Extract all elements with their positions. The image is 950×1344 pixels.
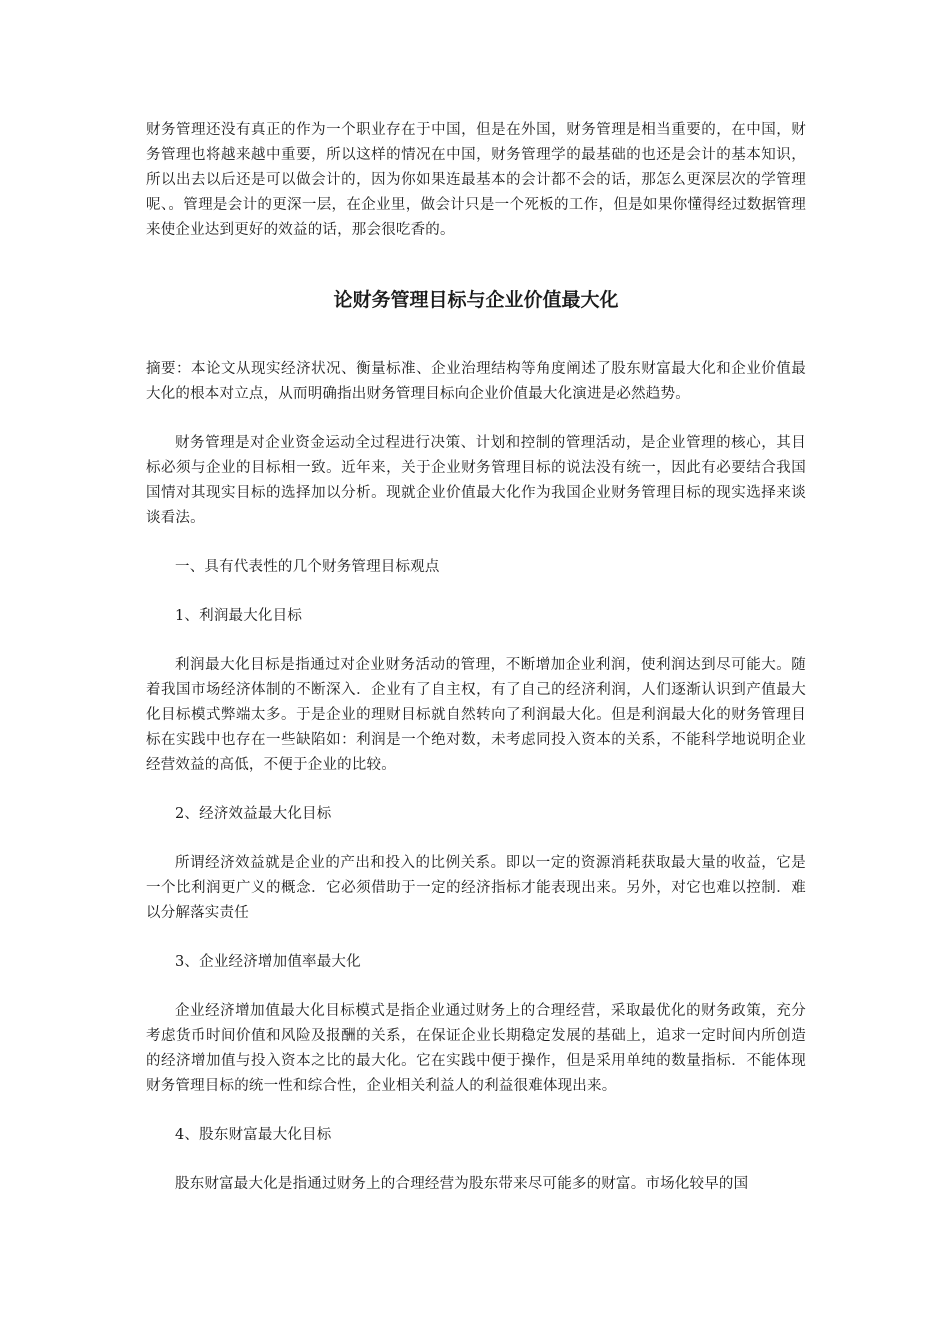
article-title: 论财务管理目标与企业价值最大化 (333, 289, 619, 311)
body-paragraph: 所谓经济效益就是企业的产出和投入的比例关系。即以一定的资源消耗获取最大量的收益，它是一个比利润更广义的概念．它必须借助于一定的经济指标才能表现出来。另外，对它也难以控制．难以分解落实责任 (146, 855, 806, 921)
subsection-heading: 1、利润最大化目标 (175, 608, 303, 624)
subsection-heading: 3、企业经济增加值率最大化 (175, 954, 361, 970)
body-paragraph: 企业经济增加值最大化目标模式是指企业通过财务上的合理经营，采取最优化的财务政策，充分考虑货币时间价值和风险及报酬的关系，在保证企业长期稳定发展的基础上，追求一定时间内所创造的经济增加值与投入资本之比的最大化。它在实践中便于操作，但是采用单纯的数量指标．不能体现财务管理目标的统一性和综合性，企业相关利益人的利益很难体现出来。 (146, 1003, 806, 1094)
subsection-heading: 2、经济效益最大化目标 (175, 806, 332, 822)
section-heading: 一、具有代表性的几个财务管理目标观点 (175, 559, 440, 575)
body-paragraph: 利润最大化目标是指通过对企业财务活动的管理，不断增加企业利润，使利润达到尽可能大。随着我国市场经济体制的不断深入．企业有了自主权，有了自己的经济利润，人们逐渐认识到产值最大化目标模式弊端太多。于是企业的理财目标就自然转向了利润最大化。但是利润最大化的财务管理目标在实践中也存在一些缺陷如：利润是一个绝对数，未考虑同投入资本的关系，不能科学地说明企业经营效益的高低，不便于企业的比较。 (146, 657, 806, 773)
document-page (146, 118, 806, 1197)
body-paragraph: 财务管理是对企业资金运动全过程进行决策、计划和控制的管理活动，是企业管理的核心，其目标必须与企业的目标相一致。近年来，关于企业财务管理目标的说法没有统一，因此有必要结合我国国情对其现实目标的选择加以分析。现就企业价值最大化作为我国企业财务管理目标的现实选择来谈谈看法。 (146, 435, 806, 526)
abstract-paragraph: 摘要：本论文从现实经济状况、衡量标准、企业治理结构等角度阐述了股东财富最大化和企业价值最大化的根本对立点，从而明确指出财务管理目标向企业价值最大化演进是必然趋势。 (146, 361, 806, 402)
body-paragraph: 股东财富最大化是指通过财务上的合理经营为股东带来尽可能多的财富。市场化较早的国 (175, 1176, 749, 1192)
subsection-heading: 4、股东财富最大化目标 (175, 1127, 332, 1143)
intro-paragraph: 财务管理还没有真正的作为一个职业存在于中国，但是在外国，财务管理是相当重要的，在中国，财务管理也将越来越中重要，所以这样的情况在中国，财务管理学的最基础的也还是会计的基本知识，所以出去以后还是可以做会计的，因为你如果连最基本的会计都不会的话，那怎么更深层次的学管理呢、。管理是会计的更深一层，在企业里，做会计只是一个死板的工作，但是如果你懂得经过数据管理来使企业达到更好的效益的话，那会很吃香的。 (146, 122, 806, 238)
